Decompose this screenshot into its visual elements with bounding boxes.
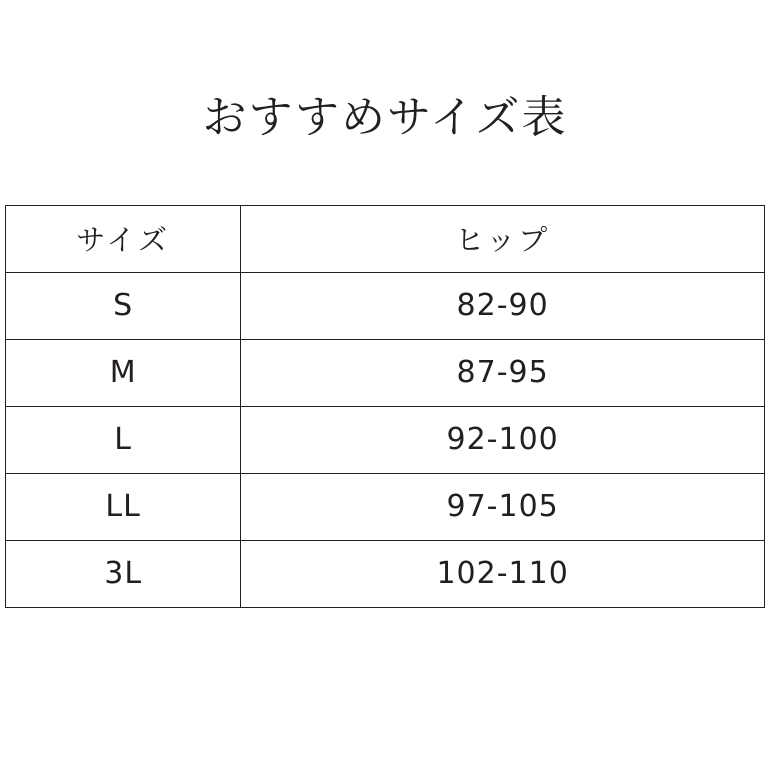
table-body [6,272,765,607]
cell-size: S [6,272,241,339]
table-row [6,473,765,540]
cell-size: LL [6,473,241,540]
column-header-hip: ヒップ [241,205,765,272]
cell-size: L [6,406,241,473]
table-header-row [6,205,765,272]
table-row [6,272,765,339]
cell-hip: 82-90 [241,272,765,339]
table-header [6,205,765,272]
table-row [6,339,765,406]
page-title: おすすめサイズ表 [202,92,568,143]
column-header-size: サイズ [6,205,241,272]
table-row [6,406,765,473]
cell-hip: 102-110 [241,540,765,607]
cell-hip: 97-105 [241,473,765,540]
cell-size: M [6,339,241,406]
size-table [5,205,765,608]
cell-hip: 92-100 [241,406,765,473]
cell-hip: 87-95 [241,339,765,406]
size-table-container [5,205,765,608]
cell-size: 3L [6,540,241,607]
table-row [6,540,765,607]
